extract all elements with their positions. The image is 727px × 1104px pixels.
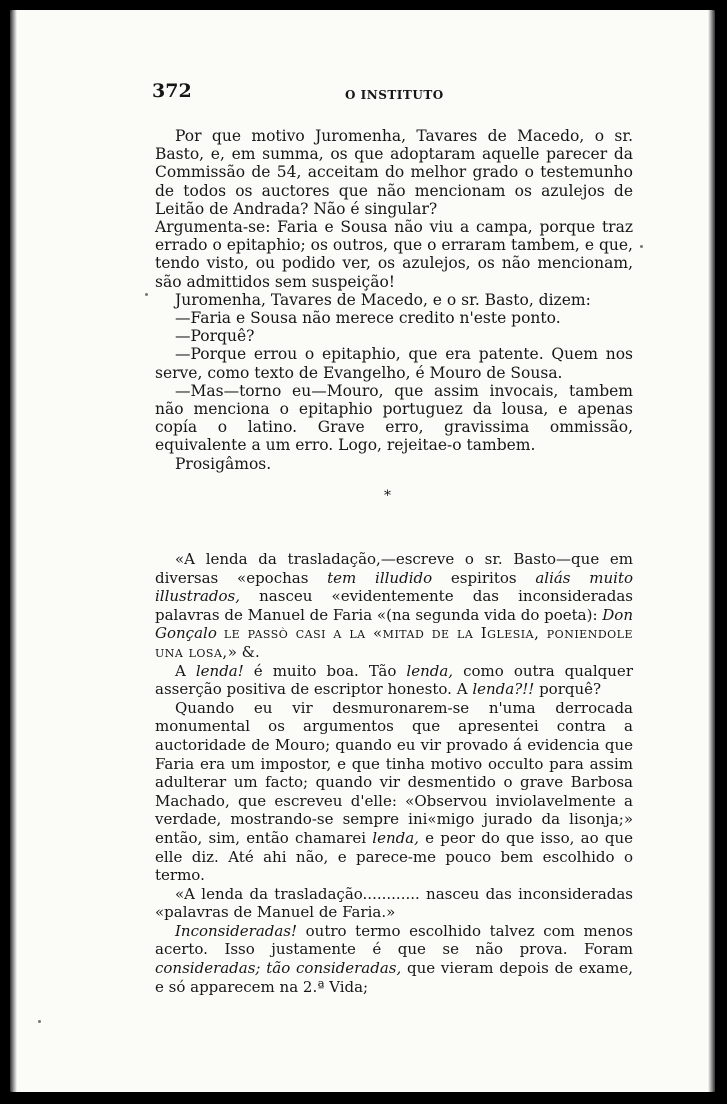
paragraph: Argumenta-se: Faria e Sousa não viu a campa, porque traz errado o epitaphio; os outros, que o erraram tambem, e que, tendo visto, ou podido ver, os azulejos, os não mencionam, são admittidos sem suspeição!	[155, 218, 633, 291]
dialogue-line: —Mas—torno eu—Mouro, que assim invocais, tambem não menciona o epitaphio portuguez da lousa, e apenas copía o latino. Grave erro, gravissima ommissão, equivalente a um erro. Logo, rejeitae-o tambem.	[155, 381, 633, 455]
page-header	[10, 80, 715, 110]
paragraph: Prosigâmos.	[175, 454, 272, 473]
paper-speck	[640, 245, 643, 248]
page-edge-left	[10, 10, 17, 1092]
page-number: 372	[152, 80, 192, 102]
paragraph: A lenda! é muito boa. Tão lenda, como outra qualquer asserção positiva de escriptor honesto. A lenda?!! porquê?	[155, 661, 633, 699]
quotation-paragraph: «A lenda da trasladação,—escreve o sr. Basto—que em diversas «epochas tem illudido espiritos aliás muito illustrados, nasceu «evidentemente das inconsideradas palavras de Manuel de Faria «(na segunda vida do poeta): Don Gonçalo le passò casi a la «mitad de la Iglesia, poniendole una losa,» &.	[155, 550, 633, 661]
page-edge-right	[708, 10, 715, 1092]
book-page	[10, 10, 715, 1092]
dialogue-line: —Porquê?	[175, 327, 255, 346]
paragraph: Por que motivo Juromenha, Tavares de Macedo, o sr. Basto, e, em summa, os que adoptaram aquelle parecer da Commissão de 54, acceitam do melhor grado o testemunho de todos os auctores que não mencionam os azulejos de Leitão de Andrada? Não é singular?	[155, 127, 633, 218]
dialogue-line: —Faria e Sousa não merece credito n'este ponto.	[175, 309, 561, 328]
dialogue-line: —Porque errou o epitaphio, que era patente. Quem nos serve, como texto de Evangelho, é Mouro de Sousa.	[155, 345, 633, 382]
paper-speck	[38, 1020, 41, 1023]
paragraph: Inconsideradas! outro termo escolhido talvez com menos acerto. Isso justamente é que se não prova. Foram consideradas; tão consideradas, que vieram depois de exame, e só apparecem na 2.ª Vida;	[155, 921, 633, 996]
paper-speck	[145, 293, 148, 296]
paragraph: Juromenha, Tavares de Macedo, e o sr. Basto, dizem:	[175, 290, 591, 309]
paragraph: «A lenda da trasladação............ nasceu das inconsideradas «palavras de Manuel de Faria.»	[155, 884, 633, 922]
text-block-second	[155, 550, 633, 996]
paragraph: Quando eu vir desmuronarem-se n'uma derrocada monumental os argumentos que apresentei contra a auctoridade de Mouro; quando eu vir provado á evidencia que Faria era um impostor, e que tinha motivo occulto para assim adulterar um facto; quando vir desmentido o grave Barbosa Machado, que escreveu d'elle: «Observou inviolavelmente a verdade, mostrando-se sempre ini«migo jurado da lisonja;» então, sim, então chamarei lenda, e peor do que isso, ao que elle diz. Até ahi não, e parece-me pouco bem escolhido o termo.	[155, 698, 633, 885]
text-block-first	[155, 127, 633, 473]
section-separator: *	[384, 488, 391, 504]
running-title: O INSTITUTO	[345, 88, 444, 102]
